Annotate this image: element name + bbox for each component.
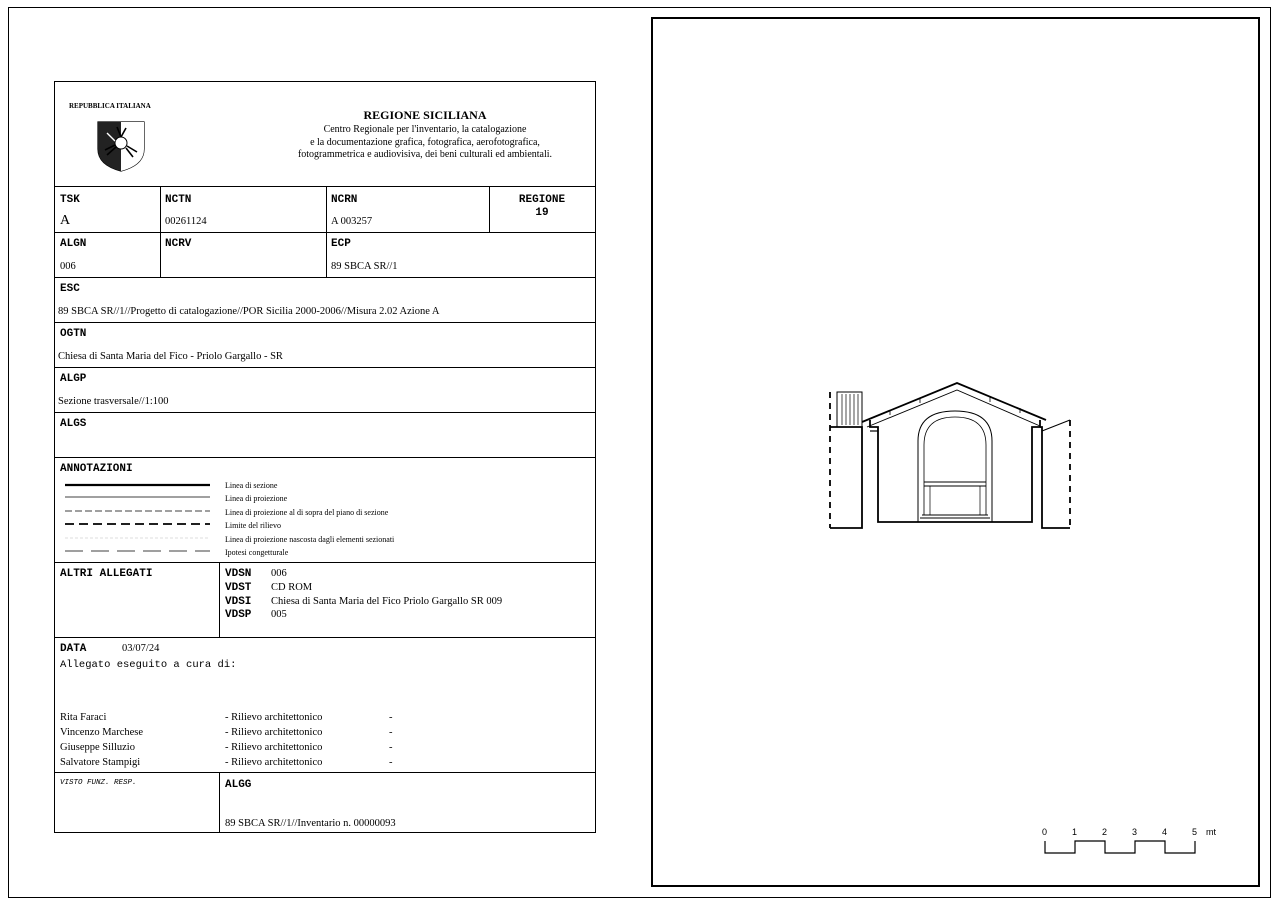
rule [55, 322, 595, 323]
ogtn-value: Chiesa di Santa Maria del Fico - Priolo Gargallo - SR [58, 351, 283, 362]
vdsn-value: 006 [271, 568, 287, 579]
church-cross-section-drawing [820, 375, 1080, 535]
vdst-value: CD ROM [271, 582, 313, 593]
altri-allegati-label: ALTRI ALLEGATI [60, 568, 153, 580]
rule [55, 277, 595, 278]
region-subtitle [255, 124, 595, 162]
rule [55, 412, 595, 413]
annotazioni-label: ANNOTAZIONI [60, 463, 133, 475]
person-name: Salvatore Stampigi [60, 757, 141, 768]
vdsi-value: Chiesa di Santa Maria del Fico Priolo Gargallo SR 009 [271, 596, 503, 607]
regione-label: REGIONE [518, 194, 566, 206]
ncrn-label: NCRN [331, 194, 358, 206]
person-extra: - [389, 712, 393, 723]
rule [55, 457, 595, 458]
person-role: - Rilievo architettonico [225, 757, 323, 768]
person-name: Rita Faraci [60, 712, 107, 723]
rule [55, 186, 595, 187]
line-legend-graphic [65, 480, 215, 556]
vdst-label: VDST [225, 582, 252, 594]
nctn-value: 00261124 [165, 216, 207, 227]
algp-value: Sezione trasversale//1:100 [58, 396, 169, 407]
person-extra: - [389, 727, 393, 738]
algg-label: ALGG [225, 779, 252, 791]
person-extra: - [389, 757, 393, 768]
scale-unit: mt [1206, 827, 1216, 837]
tsk-value: A [60, 213, 71, 228]
ecp-label: ECP [331, 238, 351, 250]
legend-label: Limite del rilievo [225, 521, 281, 530]
ogtn-label: OGTN [60, 328, 87, 340]
rule [219, 772, 220, 832]
rule [326, 186, 327, 277]
subtitle-line: fotogrammetrica e audiovisiva, dei beni culturali ed ambientali. [297, 149, 553, 160]
rule [160, 186, 161, 277]
person-role: - Rilievo architettonico [225, 727, 323, 738]
algn-value: 006 [60, 261, 76, 272]
ecp-value: 89 SBCA SR//1 [331, 261, 398, 272]
tsk-label: TSK [60, 194, 80, 206]
data-caption: Allegato eseguito a cura di: [60, 659, 237, 671]
data-label: DATA [60, 643, 87, 655]
regione-value: 19 [535, 207, 549, 219]
person-name: Vincenzo Marchese [60, 727, 144, 738]
scale-tick-label: 0 [1042, 827, 1048, 837]
data-value: 03/07/24 [122, 643, 160, 654]
legend-label: Linea di sezione [225, 481, 278, 490]
rule [219, 562, 220, 637]
scale-tick-label: 5 [1192, 827, 1198, 837]
algp-label: ALGP [60, 373, 87, 385]
republic-label: REPUBBLICA ITALIANA [69, 102, 151, 110]
scale-tick-label: 3 [1132, 827, 1138, 837]
nctn-label: NCTN [165, 194, 192, 206]
person-name: Giuseppe Silluzio [60, 742, 135, 753]
algs-label: ALGS [60, 418, 87, 430]
vdsi-label: VDSI [225, 596, 252, 608]
rule [55, 562, 595, 563]
vdsn-label: VDSN [225, 568, 252, 580]
scale-tick-label: 4 [1162, 827, 1168, 837]
esc-value: 89 SBCA SR//1//Progetto di catalogazione//POR Sicilia 2000-2006//Misura 2.02 Azione A [58, 306, 440, 317]
rule [55, 772, 595, 773]
rule [55, 637, 595, 638]
legend-label: Linea di proiezione [225, 494, 288, 503]
person-role: - Rilievo architettonico [225, 712, 323, 723]
scale-tick-label: 2 [1102, 827, 1108, 837]
legend-label: Ipotesi congetturale [225, 548, 289, 557]
catalog-card [54, 81, 596, 833]
vdsp-label: VDSP [225, 609, 252, 621]
subtitle-line: Centro Regionale per l'inventario, la catalogazione [323, 124, 527, 135]
rule [55, 367, 595, 368]
visto-label: VISTO FUNZ. RESP. [60, 779, 137, 787]
scale-tick-label: 1 [1072, 827, 1078, 837]
legend-label: Linea di proiezione al di sopra del piano di sezione [225, 508, 389, 517]
region-title: REGIONE SICILIANA [363, 108, 487, 122]
vdsp-value: 005 [271, 609, 287, 620]
rule [55, 232, 595, 233]
algn-label: ALGN [60, 238, 87, 250]
ncrn-value: A 003257 [331, 216, 373, 227]
esc-label: ESC [60, 283, 80, 295]
subtitle-line: e la documentazione grafica, fotografica, aerofotografica, [310, 136, 540, 148]
algg-value: 89 SBCA SR//1//Inventario n. 00000093 [225, 818, 396, 829]
scale-bar [1040, 838, 1202, 858]
ncrv-label: NCRV [165, 238, 192, 250]
legend-label: Linea di proiezione nascosta dagli elementi sezionati [225, 535, 395, 544]
person-extra: - [389, 742, 393, 753]
person-role: - Rilievo architettonico [225, 742, 323, 753]
sicily-emblem-icon [95, 119, 147, 173]
